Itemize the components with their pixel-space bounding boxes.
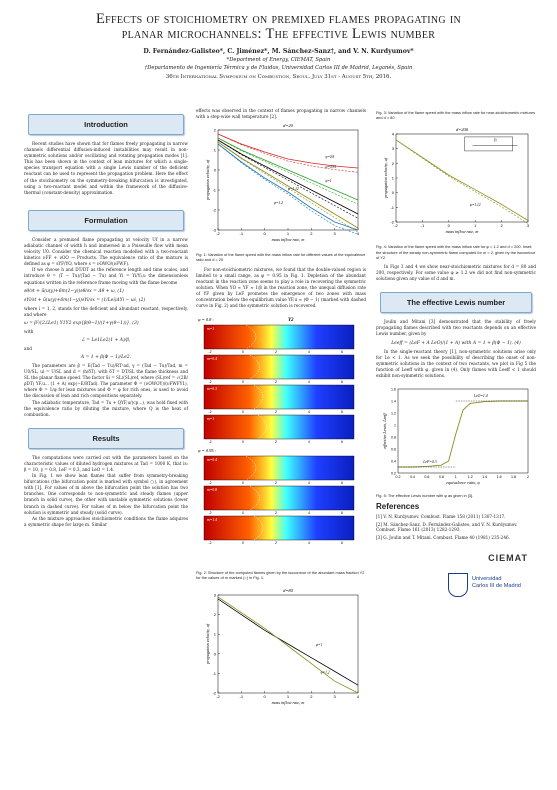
uc3m-emblem-icon: [448, 573, 468, 597]
panel-label: m=1: [207, 417, 215, 422]
col2-text-1: effects was observed in the context of flames propagating in narrow channels with a step-wise wall temperature [2].: [196, 108, 366, 120]
column-1: [24, 108, 188, 528]
y-tick-label: 2: [213, 611, 216, 617]
y-tick-label: 1.2: [391, 411, 396, 416]
affiliation-1: *Department of Energy, CIEMAT, Spain: [226, 57, 331, 63]
equation-2: ∂Yi/∂t + ũ(u(y)+6m(1−y))∂Yi/∂x = (1/Lei)ΔYi − ωi, (2): [24, 297, 146, 303]
flame-panel: [204, 456, 354, 480]
x-tick-label: 1.4: [482, 475, 488, 480]
x-tick-label: -2: [208, 350, 212, 355]
x-tick-label: 2: [310, 231, 313, 237]
col3-text-1: In Figs 3 and 4 we show near-stoichiometric mixtures for d = 80 and 200, respectively. For some value φ ≳ 1.2 we did not find non-symmetric solutions given any value of d and m.: [376, 264, 536, 282]
x-tick-label: 3: [333, 231, 336, 237]
y-tick-label: 1: [213, 147, 216, 153]
flame-panel: [204, 355, 354, 379]
x-tick-label: 4: [308, 440, 310, 445]
ciemat-logo: CIEMAT: [488, 552, 528, 563]
y-tick-label: 0: [213, 650, 216, 656]
series-dashed-line: [218, 138, 358, 204]
x-tick-label: 3: [333, 693, 336, 699]
equation-3: ω = β²/(2ℒLe1) Y1Y2 exp{β(θ−1)/(1+γ(θ−1))}, (3): [24, 320, 139, 326]
inset-frame: [465, 137, 513, 151]
x-tick-label: -2: [208, 440, 212, 445]
x-axis-label: mass inflow rate, m: [271, 699, 305, 705]
y-tick-label: 2: [391, 161, 394, 167]
figure-2: [196, 313, 366, 568]
y-tick-label: 0.8: [391, 435, 396, 440]
series-annotation: φ=1.12: [469, 203, 481, 208]
x-tick-label: 1.6: [496, 475, 502, 480]
x-tick-label: 0.2: [395, 475, 401, 480]
series-line: [218, 142, 358, 228]
x-tick-label: 2: [275, 350, 277, 355]
x-tick-label: 6: [341, 511, 343, 516]
series-line: [218, 597, 358, 693]
x-tick-label: 6: [341, 350, 343, 355]
y-tick-label: 1: [213, 631, 216, 637]
x-tick-label: 0: [242, 541, 244, 546]
chart-title: d=80: [283, 587, 293, 593]
x-tick-label: 6: [341, 380, 343, 385]
y-tick-label: 0: [213, 167, 216, 173]
series-annotation: φ=0.8: [325, 155, 335, 160]
formulation-text-3: where i = 1, 2, stands for the deficient and abundant reactant, respectively, and where: [24, 305, 188, 317]
y-tick-label: 1.6: [391, 387, 396, 392]
series-line: [218, 599, 358, 685]
figure-5: [376, 383, 536, 491]
figure-4-caption: Fig. 4: Variation of the flame speed with the mass inflow rate for φ = 1.2 and d = 200. Inset: the structure of the steady non-symmetric flame computed for m = 2, given by the isocontour of Y2.: [376, 244, 536, 260]
results-text-3: As the mixture approaches stoichiometric conditions the flame adquires a symmetric shape for large m. Similar: [24, 515, 188, 527]
x-tick-label: 0: [263, 693, 266, 699]
x-tick-label: 4: [308, 481, 310, 486]
x-tick-label: -1: [239, 693, 244, 699]
y-tick-label: 3: [391, 146, 394, 152]
x-tick-label: 0.4: [409, 475, 415, 480]
figure-1: [196, 120, 366, 250]
y-axis-label: propagation velocity, uf: [383, 158, 388, 199]
x-tick-label: 0: [242, 410, 244, 415]
figure-1-chart: [196, 120, 366, 250]
x-axis-label: mass inflow rate, m: [271, 237, 305, 243]
x-tick-label: 1: [286, 693, 290, 699]
conference: 36th International Symposium on Combustion, Seoul. July 31st - August 5th, 2016.: [165, 74, 392, 80]
x-tick-label: 6: [341, 410, 343, 415]
results-text-1: The computations were carried out with the parameters based on the characteristic values of diluted hydrogen mixtures at Tad = 1000 K, that is: β = 10, γ = 0.8, LeF = 0.3, and LeO = 1.4.: [24, 454, 188, 472]
reference-item: [3] G. Joulin and T. Mitani. Combust. Flame 40 (1981) 235-246.: [376, 535, 511, 541]
logos: [376, 551, 536, 611]
series-annotation: LeF=0.3: [423, 459, 437, 464]
y-tick-label: 0.4: [391, 459, 396, 464]
figure-3-chart: [196, 585, 366, 710]
x-tick-label: -2: [208, 511, 212, 516]
reference-item: [1] V. N. Kurdyumov. Combust. Flame 158 (2011) 1307-1317.: [376, 514, 506, 520]
series-line: [396, 140, 528, 221]
uc3m-name-1: Universidad: [472, 575, 502, 582]
column-3: [376, 108, 536, 611]
plot-frame: [398, 389, 528, 473]
authors: D. Fernández-Galisteo*, C. Jiménez*, M. Sánchez-Sanz†, and V. N. Kurdyumov*: [143, 48, 414, 55]
y-tick-label: 3: [213, 592, 216, 598]
x-tick-label: 0.8: [438, 475, 444, 480]
x-tick-label: -1: [239, 231, 244, 237]
figure-3-caption: Fig. 3: Variation of the flame speed with the mass inflow rate for near-stoichiometric mixtures and d = 80: [376, 110, 536, 121]
flame-panel: [204, 385, 354, 409]
y-tick-label: -2: [390, 219, 394, 225]
x-tick-label: -2: [216, 693, 220, 699]
uc3m-logo: [448, 573, 534, 603]
intro-text: Recent studies have shown that for flames freely propagating in narrow channels differential diffusion-induced instabilities may result in non-symmetric solutions and/or oscillating and rotating propagation modes [1]. This has been shown in the context of lean mixtures for which a single-species transport equation with a single Lewis number of the deficient reactant can be used to represent the propagation problem. Here the effect of the stoichiometry on the symmetry-breaking bifurcation is investigated, using a two-reactant model and within the framework of the diffusive-thermal (constant-density) approximation.: [24, 141, 188, 195]
colorbar-label: Y2: [288, 318, 294, 324]
col2-text-2: For non-stoichiometric mixtures, we found that the double-valued region is limited to a small range, as φ = 0.95 in Fig. 1. Depletion of the abundant reactant in the reaction zone seems to play a role in recovering the symmetric solution. When YO ≈ YF ≈ 1/β in the reaction zone, the unequal diffusion rate of YF given by LeF promotes the emergence of two zones with mass concentration below the equilibrium value YF,u ≈ (Φ − 1) (marked with dashed curve in Fig. 2) and the symmetric solution is recovered.: [196, 266, 366, 309]
formulation-text-2: If we choose h and DT/DT as the reference length and time scales, and introduce θ = (T − Tu)/(Tad − Tu) and Yi = Yi/Yi,u the dimensionless equations written in the reference frame moving with the flame become: [24, 267, 188, 285]
y-tick-label: 4: [391, 131, 394, 137]
formulation-text-4: The parameters are β = E(Tad − Tu)/RT²ad, γ = (Tad − Tu)/Tad, m = U0/SL, ui = U/SL and d = (h/δT). with δT = DT/SL the flame thickness and SL the planar flame speed. The factor ũi = SL/(SL)ref, where (SL)ref = √(2B/ρDT) YF,u... (1 + A) exp(−E/RTad). The parameter Φ = (νOWOY)/(νFWFY1), where Φ = 1/φ for lean mixtures and Φ = φ for rich ones, is used to avoid the discussion of lean and rich compositions separately.: [24, 362, 188, 399]
x-tick-label: 0: [242, 481, 244, 486]
equation-6: Leeff = (LeF + A LeO)/(1 + A) with A = 1 + β(Φ − 1). (4): [391, 340, 521, 346]
series-line: [398, 401, 528, 467]
x-tick-label: 1.8: [511, 475, 517, 480]
y-tick-label: -2: [212, 207, 216, 213]
chart-title: d=200: [455, 127, 469, 133]
equation-1: ∂θ/∂t + ũ(u(y)+6m(1−y))∂θ/∂x = Δθ + ω, (1): [24, 288, 124, 294]
references-title: References: [376, 502, 420, 512]
title-line-2: planar microchannels: The effective Lewis number: [121, 26, 436, 42]
x-tick-label: 4: [308, 541, 310, 546]
section-title-lewis: The effective Lewis number: [380, 292, 532, 313]
y-axis-label: effective Lewis, Leeff: [382, 413, 387, 449]
lewis-text-1: Joulin and Mitani [3] demonstrated that the stability of freely propagating flames described with two reactants depends on an effective Lewis number, given by: [376, 319, 536, 337]
x-tick-label: 2: [500, 223, 503, 229]
series-annotation: φ=1.2: [274, 201, 283, 206]
x-tick-label: 6: [341, 440, 343, 445]
title-line-1: Effects of stoichiometry on premixed flames propagating in: [95, 11, 461, 27]
eq-with: with: [24, 328, 34, 334]
series-annotation: φ=1: [316, 642, 323, 647]
equation-4: ℒ = Le1Le2(1 + A)/β,: [81, 337, 131, 343]
x-tick-label: 0: [242, 380, 244, 385]
panel-group-label: φ = 0.95 :: [198, 448, 217, 454]
poster-title: [0, 12, 557, 42]
y-tick-label: 0.6: [391, 447, 396, 452]
x-tick-label: -2: [208, 410, 212, 415]
eq-and: and: [24, 345, 32, 351]
x-tick-label: 0.6: [424, 475, 430, 480]
figure-5-caption: Fig. 5: The effective Lewis number with φ as given in [3].: [376, 493, 474, 499]
y-tick-label: 1.4: [391, 399, 396, 404]
x-tick-label: 2: [275, 380, 277, 385]
panel-label: m=0.4: [207, 357, 218, 362]
series-line: [218, 134, 358, 168]
y-tick-label: 0.2: [391, 471, 396, 476]
x-tick-label: 2: [275, 481, 277, 486]
panel-label: m=1: [207, 327, 215, 332]
section-title-introduction: Introduction: [28, 114, 184, 135]
y-tick-label: -3: [212, 227, 216, 233]
x-tick-label: 2: [310, 693, 313, 699]
series-annotation: φ=1.12: [288, 187, 299, 192]
panel-label: m=0.3: [207, 387, 218, 392]
formulation-text-5: The adiabatic temperature, Tad = Tu + QYF,u/(cp...), was hold fixed with the equivalence ratio by diluting the mixture, where Q is the heat of combustion.: [24, 399, 188, 417]
panel-label: m=0.8: [207, 488, 218, 493]
x-axis-label: equivalence ratio, φ: [446, 480, 480, 486]
section-title-results: Results: [28, 428, 184, 449]
x-tick-label: 0: [263, 231, 266, 237]
y-tick-label: 0: [391, 190, 394, 196]
x-tick-label: 2: [275, 541, 277, 546]
series-annotation: φ=0.95: [325, 165, 337, 170]
formulation-text-1: Consider a premixed flame propagating at velocity Uf in a narrow adiabatic channel of width h and immersed in a Poiseuille flow with mean velocity U0. Consider the chemical reaction modelled with a two-reactant kinetics νFF + νOO → Products. The equivalence ratio of the mixture is defined as φ = sYF/YO, where s = νOWO/(νFWF).: [24, 236, 188, 267]
equation-5: A = 1 + β(Φ − 1)/Le2.: [80, 354, 132, 360]
figure-2-caption: Fig. 2: Structure of the computed flames given by the isocontour of the abundant mass fraction Y2 for the values of m marked (○) in Fig. 1.: [196, 570, 365, 581]
flame-panel: [204, 415, 354, 439]
inset-label: Yt: [493, 138, 497, 143]
results-text-2: In Fig. 1 we show lean flames that suffer from symmetry-breaking bifurcations (the bifurcation point is marked with symbol ○), in agreement with [1]. For values of m above the bifurcation point the solution has two branches. One corresponds to non-symmetric and steady flames (upper branch in solid curve), the other with unstable symmetric solutions (lower branch in dashed curve). For values of m below the bifurcation point the solution is symmetric and steady (solid curve).: [24, 473, 188, 515]
x-tick-label: 6: [341, 481, 343, 486]
figure-1-caption: Fig. 1: Variation of the flame speed with the mass inflow rate for different values of the equivalence ratio and d = 20: [196, 252, 366, 263]
figure-4: [376, 124, 536, 242]
y-tick-label: -2: [212, 690, 216, 696]
x-tick-label: -2: [208, 481, 212, 486]
x-tick-label: 1: [286, 231, 290, 237]
series-annotation: LeO=1.4: [473, 393, 488, 398]
figure-3: [196, 585, 366, 710]
poster-header: [0, 0, 557, 100]
y-tick-label: -1: [212, 670, 216, 676]
affiliation-2: †Departamento de Ingeniería Térmica y de Fluidos, Universidad Carlos III de Madrid, Leganés, Spain: [144, 65, 413, 71]
flame-panel: [204, 516, 354, 540]
x-tick-label: 1.2: [467, 475, 473, 480]
section-title-formulation: Formulation: [28, 210, 184, 231]
figure-2-chart: [196, 313, 366, 568]
x-tick-label: 4: [308, 410, 310, 415]
y-axis-label: propagation velocity, uf: [205, 623, 210, 664]
x-tick-label: 2: [275, 511, 277, 516]
x-tick-label: 0: [242, 511, 244, 516]
x-tick-label: 6: [341, 541, 343, 546]
x-axis-label: mass inflow rate, m: [445, 229, 479, 235]
chart-title: d=20: [283, 123, 293, 129]
x-tick-label: -2: [208, 380, 212, 385]
x-tick-label: 2: [275, 410, 277, 415]
x-tick-label: -2: [394, 223, 398, 229]
y-tick-label: -1: [212, 187, 216, 193]
x-tick-label: -2: [216, 231, 220, 237]
flame-panel: [204, 486, 354, 510]
flame-panel: [204, 325, 354, 349]
x-tick-label: 2: [527, 475, 529, 480]
x-tick-label: 4: [308, 350, 310, 355]
x-tick-label: 0: [447, 223, 450, 229]
x-tick-label: 0: [242, 350, 244, 355]
series-annotation: φ=1: [325, 179, 332, 184]
lewis-text-2: In the single-reactant theory [1], non-symmetric solutions arise only for Le < 1. As we seek the possibility of describing the onset of non-symmetric solutions in the context of two reactants, we plot in Fig 5 the function of Leeff with φ, given in (4). Only flames with Leeff < 1 should exhibit non-symmetric solutions.: [376, 348, 536, 378]
y-axis-label: propagation velocity, uf: [205, 160, 210, 201]
x-tick-label: 4: [356, 231, 360, 237]
x-tick-label: 1: [474, 223, 477, 229]
figure-5-chart: [376, 383, 536, 491]
uc3m-name-2: Carlos III de Madrid: [472, 582, 521, 589]
x-tick-label: 4: [356, 693, 360, 699]
y-tick-label: 1: [391, 175, 394, 181]
x-tick-label: 4: [308, 380, 310, 385]
x-tick-label: 2: [275, 440, 277, 445]
series-dashed-line: [218, 140, 358, 218]
column-2: [196, 108, 366, 710]
x-tick-label: 3: [526, 223, 530, 229]
series-line: [218, 140, 358, 214]
x-tick-label: -2: [208, 541, 212, 546]
series-dashed-line: [396, 140, 528, 224]
series-annotation: φ=1.2: [320, 670, 330, 675]
x-tick-label: 4: [308, 511, 310, 516]
y-tick-label: 1: [394, 423, 396, 428]
y-tick-label: -1: [390, 205, 394, 211]
panel-label: m=1.4: [207, 518, 218, 523]
y-tick-label: 2: [213, 127, 216, 133]
figure-4-chart: [376, 124, 536, 242]
x-tick-label: 0: [242, 440, 244, 445]
x-tick-label: 1: [454, 475, 457, 480]
reference-item: [2] M. Sánchez-Sanz, D. Fernández-Galisteo, and V. N. Kurdyumov. Combust. Flame 161 (2013) 1282-1293.: [376, 521, 518, 533]
x-tick-label: -1: [420, 223, 425, 229]
panel-label: m=0.4: [207, 458, 218, 463]
panel-group-label: φ = 0.8 :: [198, 317, 215, 323]
